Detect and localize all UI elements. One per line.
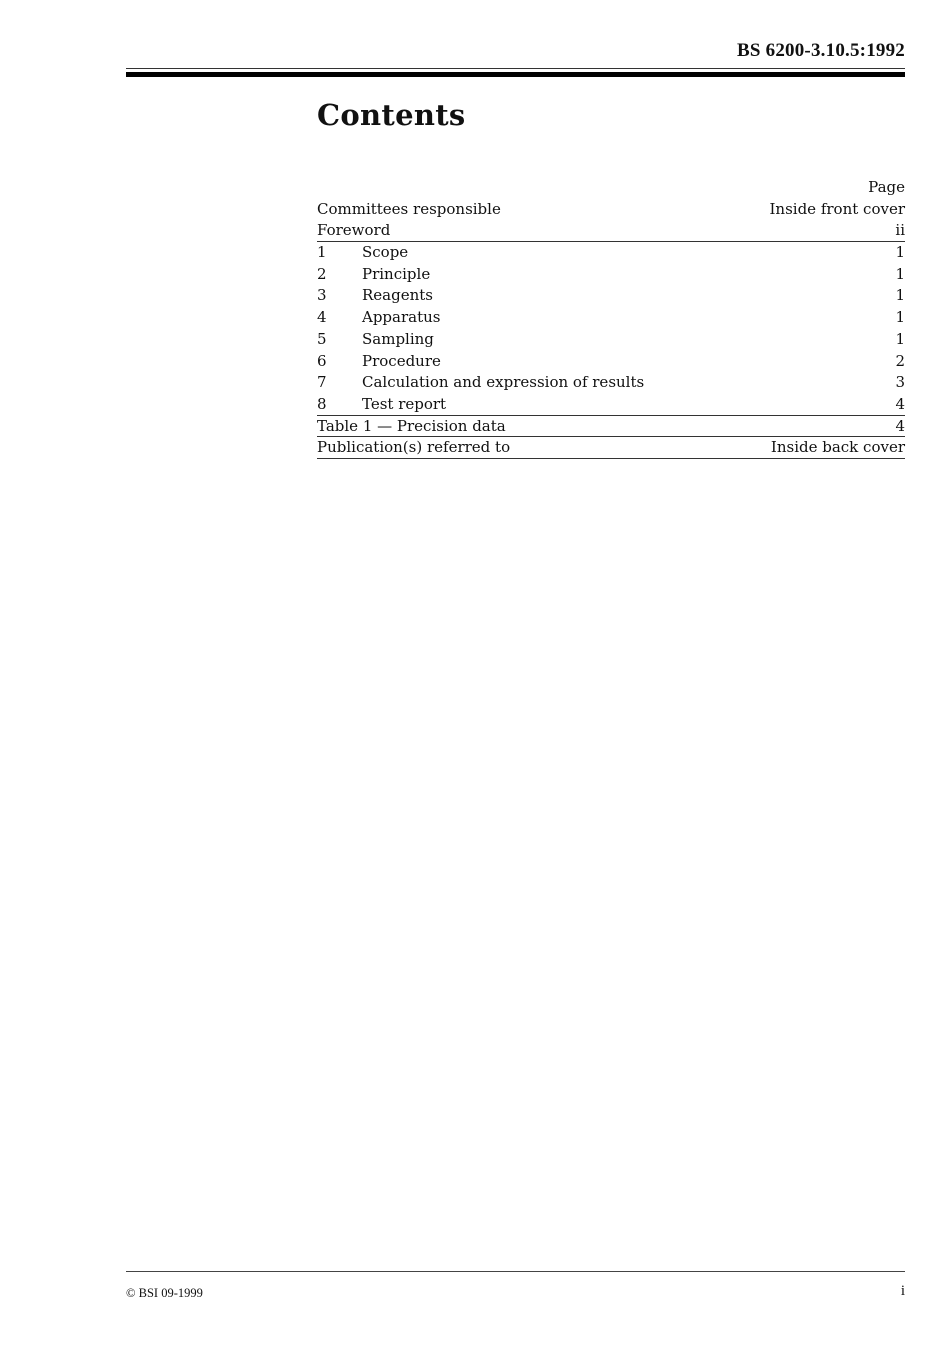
copyright-notice: © BSI 09-1999	[126, 1286, 203, 1300]
toc-page-column-header	[317, 177, 905, 199]
toc-entry-page: 1	[895, 308, 905, 327]
toc-entry-number: 6	[317, 351, 327, 370]
toc-entry-title: Publication(s) referred to	[317, 438, 511, 457]
toc-entry-title: Test report	[362, 394, 447, 413]
table-of-contents	[317, 177, 905, 459]
toc-entry-number: 1	[317, 243, 327, 262]
toc-entry-title: Apparatus	[362, 308, 441, 327]
toc-entry-number: 4	[317, 308, 327, 327]
toc-entry-principle[interactable]	[317, 264, 905, 286]
toc-entry-title: Scope	[362, 243, 409, 262]
toc-entry-title: Calculation and expression of results	[362, 373, 645, 392]
toc-entry-foreword[interactable]	[317, 220, 905, 242]
toc-entry-apparatus[interactable]	[317, 307, 905, 329]
toc-entry-scope[interactable]	[317, 242, 905, 264]
toc-entry-page: 4	[895, 416, 905, 435]
toc-entry-publications[interactable]	[317, 437, 905, 459]
toc-entry-table-1[interactable]	[317, 416, 905, 438]
toc-entry-page: 1	[895, 286, 905, 305]
toc-entry-page: 1	[895, 329, 905, 348]
toc-entry-title: Foreword	[317, 221, 391, 240]
header-thick-rule	[126, 72, 905, 77]
toc-entry-title: Reagents	[362, 286, 433, 305]
header-thin-rule	[126, 68, 905, 69]
toc-entry-page: 1	[895, 243, 905, 262]
toc-entry-test-report[interactable]	[317, 394, 905, 416]
toc-entry-number: 2	[317, 264, 327, 283]
toc-entry-number: 8	[317, 394, 327, 413]
document-code: BS 6200-3.10.5:1992	[737, 40, 905, 61]
toc-entry-title: Principle	[362, 264, 431, 283]
toc-entry-sampling[interactable]	[317, 329, 905, 351]
toc-entry-number: 7	[317, 373, 327, 392]
page-column-label: Page	[868, 178, 905, 196]
toc-entry-number: 5	[317, 329, 327, 348]
toc-entry-number: 3	[317, 286, 327, 305]
toc-entry-page: 1	[895, 264, 905, 283]
toc-entry-committees[interactable]	[317, 199, 905, 221]
toc-entry-page: ii	[895, 221, 905, 240]
toc-entry-page: 2	[895, 351, 905, 370]
toc-entry-title: Sampling	[362, 329, 434, 348]
toc-entry-title: Table 1 — Precision data	[317, 416, 506, 435]
toc-entry-title: Committees responsible	[317, 199, 501, 218]
page-title: Contents	[317, 98, 466, 132]
toc-entry-title: Procedure	[362, 351, 441, 370]
toc-entry-page: Inside back cover	[770, 438, 905, 457]
toc-entry-page: 3	[895, 373, 905, 392]
toc-entry-reagents[interactable]	[317, 285, 905, 307]
toc-entry-procedure[interactable]	[317, 351, 905, 373]
toc-entry-calculation[interactable]	[317, 372, 905, 394]
toc-entry-page: Inside front cover	[769, 199, 905, 218]
footer-rule	[126, 1271, 905, 1272]
page-number: i	[900, 1283, 905, 1299]
toc-entry-page: 4	[895, 394, 905, 413]
